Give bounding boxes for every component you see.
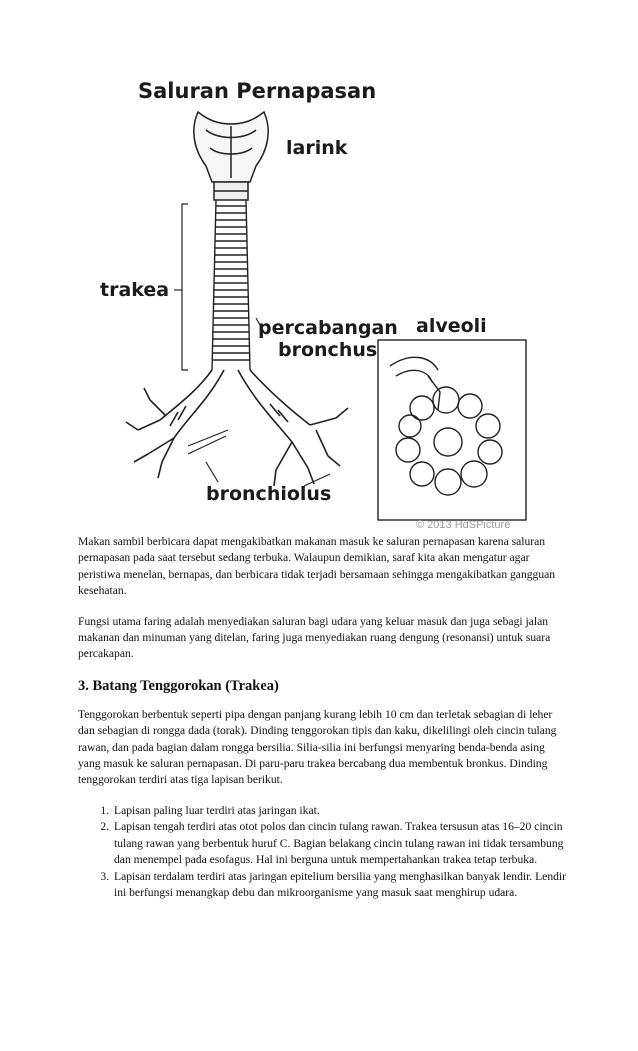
paragraph-3: Tenggorokan berbentuk seperti pipa dengan panjang kurang lebih 10 cm dan terletak sebagian di leher dan sebagian di rongga dada (torak). Dinding tenggorokan tipis dan kaku, dikelilingi oleh cincin tulang rawan, dan pada bagian dalam rongga bersilia. Silia-silia ini berfungsi menyaring benda-benda asing yang masuk ke saluran pernapasan. Di paru-paru trakea bercabang dua membentuk bronkus. Dinding tenggorokan terdiri atas tiga lapisan berikut.	[78, 707, 557, 787]
paragraph-1: Makan sambil berbicara dapat mengakibatkan makanan masuk ke saluran pernapasan karena saluran pernapasan pada saat tersebut sedang terbuka. Walaupun demikian, saraf kita akan mengatur agar peristiwa menelan, bernapas, dan berbicara tidak terjadi bersamaan sehingga mengakibatkan gangguan kesehatan.	[78, 535, 556, 598]
label-alveoli: alveoli	[416, 315, 487, 337]
respiratory-diagram-svg	[78, 70, 534, 530]
respiratory-diagram	[78, 70, 534, 530]
alveoli-inset	[378, 340, 526, 520]
article-body	[78, 534, 568, 901]
trachea-drawing	[212, 200, 250, 370]
bronchus-drawing	[126, 370, 348, 486]
label-larink: larink	[286, 137, 348, 159]
section-heading: 3. Batang Tenggorokan (Trakea)	[78, 677, 279, 694]
layer-list	[78, 803, 568, 901]
larynx-drawing	[194, 112, 268, 200]
paragraph-2: Fungsi utama faring adalah menyediakan saluran bagi udara yang keluar masuk dan juga sebagi jalan makanan dan minuman yang ditelan, faring juga menyediakan ruang dengung (resonansi) untuk suara percakapan.	[78, 614, 551, 661]
watermark: © 2013 HdSPicture	[416, 519, 511, 530]
diagram-title: Saluran Pernapasan	[138, 79, 377, 103]
label-bronchiolus: bronchiolus	[206, 483, 332, 505]
list-item: 2. Lapisan tengah terdiri atas otot polos dan cincin tulang rawan. Trakea tersusun atas 16–20 cincin tulang rawan yang berbentuk huruf C. Bagian belakang cincin tulang rawan ini tidak tersambung dan menempel pada esofagus. Hal ini berguna untuk mempertahankan trakea tetap terbuka.	[112, 819, 568, 868]
label-percabangan: percabangan	[258, 317, 398, 339]
list-item: 1. Lapisan paling luar terdiri atas jaringan ikat.	[112, 803, 568, 819]
label-bronchus: bronchus	[278, 339, 378, 361]
list-item: 3. Lapisan terdalam terdiri atas jaringan epitelium bersilia yang menghasilkan banyak lendir. Lendir ini berfungsi menangkap debu dan mikroorganisme yang masuk saat menghirup udara.	[112, 869, 568, 902]
label-trakea: trakea	[100, 279, 170, 301]
